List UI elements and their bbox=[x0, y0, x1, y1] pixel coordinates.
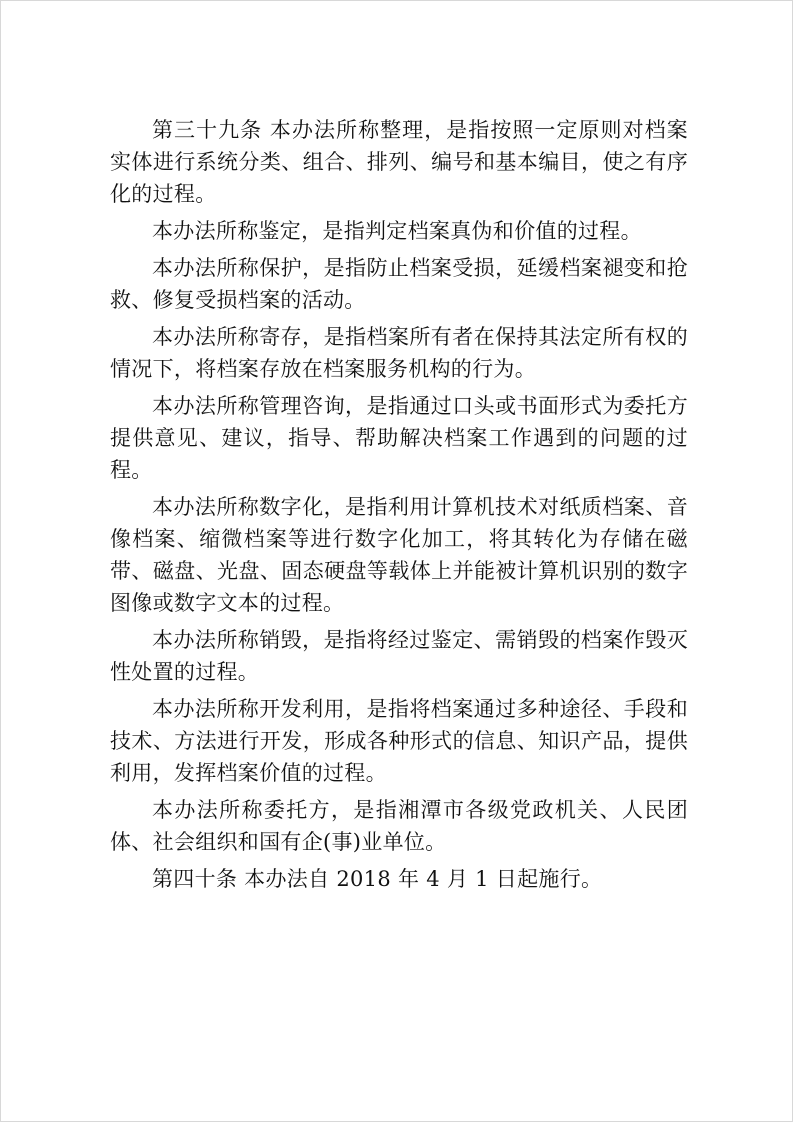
definition-deposit-paragraph: 本办法所称寄存，是指档案所有者在保持其法定所有权的情况下，将档案存放在档案服务机构的行为。 bbox=[110, 325, 688, 381]
definition-consulting-paragraph: 本办法所称管理咨询，是指通过口头或书面形式为委托方提供意见、建议，指导、帮助解决档案工作遇到的问题的过程。 bbox=[110, 394, 688, 482]
document-body bbox=[110, 114, 688, 900]
definition-destruction-paragraph: 本办法所称销毁，是指将经过鉴定、需销毁的档案作毁灭性处置的过程。 bbox=[110, 628, 688, 684]
definition-client-paragraph: 本办法所称委托方，是指湘潭市各级党政机关、人民团体、社会组织和国有企(事)业单位。 bbox=[110, 798, 688, 854]
definition-protection-paragraph: 本办法所称保护，是指防止档案受损，延缓档案褪变和抢救、修复受损档案的活动。 bbox=[110, 256, 688, 312]
definition-development-paragraph: 本办法所称开发利用，是指将档案通过多种途径、手段和技术、方法进行开发，形成各种形式的信息、知识产品，提供利用，发挥档案价值的过程。 bbox=[110, 697, 688, 785]
article-40-paragraph: 第四十条 本办法自 2018 年 4 月 1 日起施行。 bbox=[152, 867, 603, 891]
definition-appraisal-paragraph: 本办法所称鉴定，是指判定档案真伪和价值的过程。 bbox=[152, 219, 642, 243]
definition-digitization-paragraph: 本办法所称数字化，是指利用计算机技术对纸质档案、音像档案、缩微档案等进行数字化加工，将其转化为存储在磁带、磁盘、光盘、固态硬盘等载体上并能被计算机识别的数字图像或数字文本的过程。 bbox=[110, 495, 688, 615]
article-39-paragraph: 第三十九条 本办法所称整理，是指按照一定原则对档案实体进行系统分类、组合、排列、编号和基本编目，使之有序化的过程。 bbox=[110, 118, 688, 206]
